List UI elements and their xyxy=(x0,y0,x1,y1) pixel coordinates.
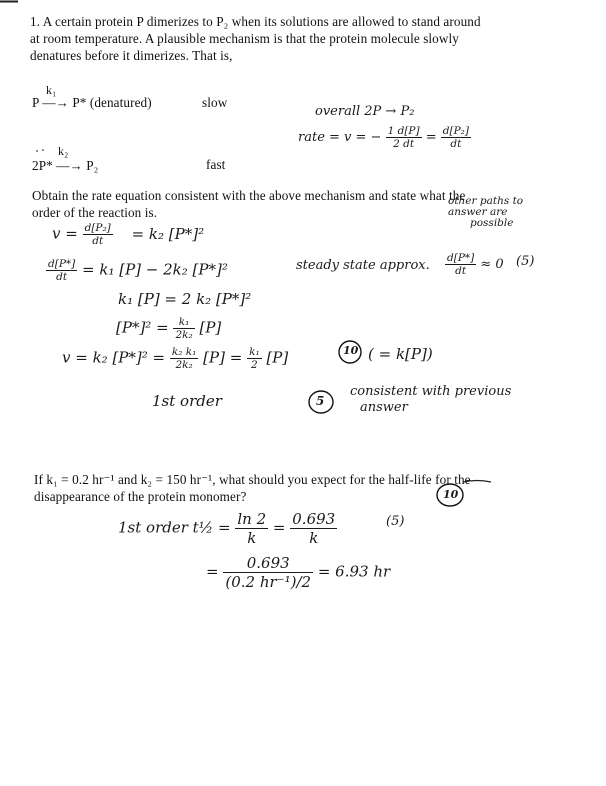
prompt-line-2: order of the reaction is. xyxy=(32,205,158,220)
hw-overall: overall 2P → P₂ xyxy=(315,104,415,119)
hw-rate-frac-2: $\frac{\text{d[P₂]}}{dt}$ xyxy=(442,125,469,150)
hw-half-life: 1st order t½ = $\frac{\ln 2}{k}$ = $\frac{0.693}{k}$ xyxy=(118,510,336,547)
hw-circle-score-3: 10 xyxy=(443,488,459,501)
hw-rate-eq: = xyxy=(425,130,437,145)
question-line-3: denatures before it dimerizes. That is, xyxy=(30,48,233,63)
hw-margin-note: other paths to answer are possible xyxy=(448,195,524,229)
part2-line-2: disappearance of the protein monomer? xyxy=(34,489,247,504)
question-line-2: at room temperature. A plausible mechanism is that the protein molecule slowly xyxy=(30,31,459,46)
part2-line-1: If k₁ = 0.2 hr⁻¹ and k₂ = 150 hr⁻¹, what should you expect for the half-life for the xyxy=(34,472,471,487)
step1-reaction: P —→ P* (denatured) xyxy=(32,95,152,110)
prompt-line-1: Obtain the rate equation consistent with the above mechanism and state what the xyxy=(32,188,466,203)
hw-half-life-value: = $\frac{0.693}{\text{(0.2 hr⁻¹)/2}}$ = 6.93 hr xyxy=(206,554,391,591)
hw-v-equation: v = $\frac{\text{d[P₂]}}{dt}$ = k₂ [P*]² xyxy=(52,222,205,247)
step1-speed: slow xyxy=(202,95,228,110)
rate-constant-k1: k₁ xyxy=(46,83,57,97)
hw-score-b: (5) xyxy=(386,514,405,529)
hw-rate-lhs: rate = v = − xyxy=(298,130,382,145)
step2-speed: fast xyxy=(206,157,226,172)
hw-pstar-equation: [P*]² = $\frac{\text{k₁}}{\text{2k₂}}$ [P] xyxy=(116,316,222,341)
hw-circle-score-2: 5 xyxy=(316,394,325,408)
stray-dot xyxy=(36,150,38,152)
hw-v2-alt: ( = k[P]) xyxy=(368,345,433,363)
hw-circle-score-1: 10 xyxy=(343,344,359,357)
hw-k1-line: k₁ [P] = 2 k₂ [P*]² xyxy=(118,290,252,308)
hw-score-a: (5) xyxy=(516,254,535,269)
hw-dpstar-equation: $\frac{d[P*]}{dt}$ = k₁ [P] − 2k₂ [P*]² xyxy=(48,258,228,283)
stray-dot xyxy=(42,149,44,151)
question-line-1: 1. A certain protein P dimerizes to P₂ when its solutions are allowed to stand around xyxy=(30,14,481,29)
hw-rate-def xyxy=(298,125,471,150)
hw-consistent-note: consistent with previous answer xyxy=(350,384,512,415)
hw-v2-equation: v = k₂ [P*]² = $\frac{\text{k₂ k₁}}{\text{2k₂}}$ [P] = $\frac{\text{k₁}}{2}$ [P] xyxy=(62,346,289,371)
hw-ss-condition: $\frac{d[P*]}{dt}$ ≈ 0 xyxy=(447,252,504,277)
step2-reaction: 2P* —→ P₂ xyxy=(32,158,99,173)
hw-rate-frac-1: $\frac{1 d[P]}{2 dt}$ xyxy=(387,125,420,150)
hw-steady-state: steady state approx. xyxy=(296,258,430,273)
hw-first-order: 1st order xyxy=(152,392,222,410)
rate-constant-k2: k₂ xyxy=(58,144,69,158)
